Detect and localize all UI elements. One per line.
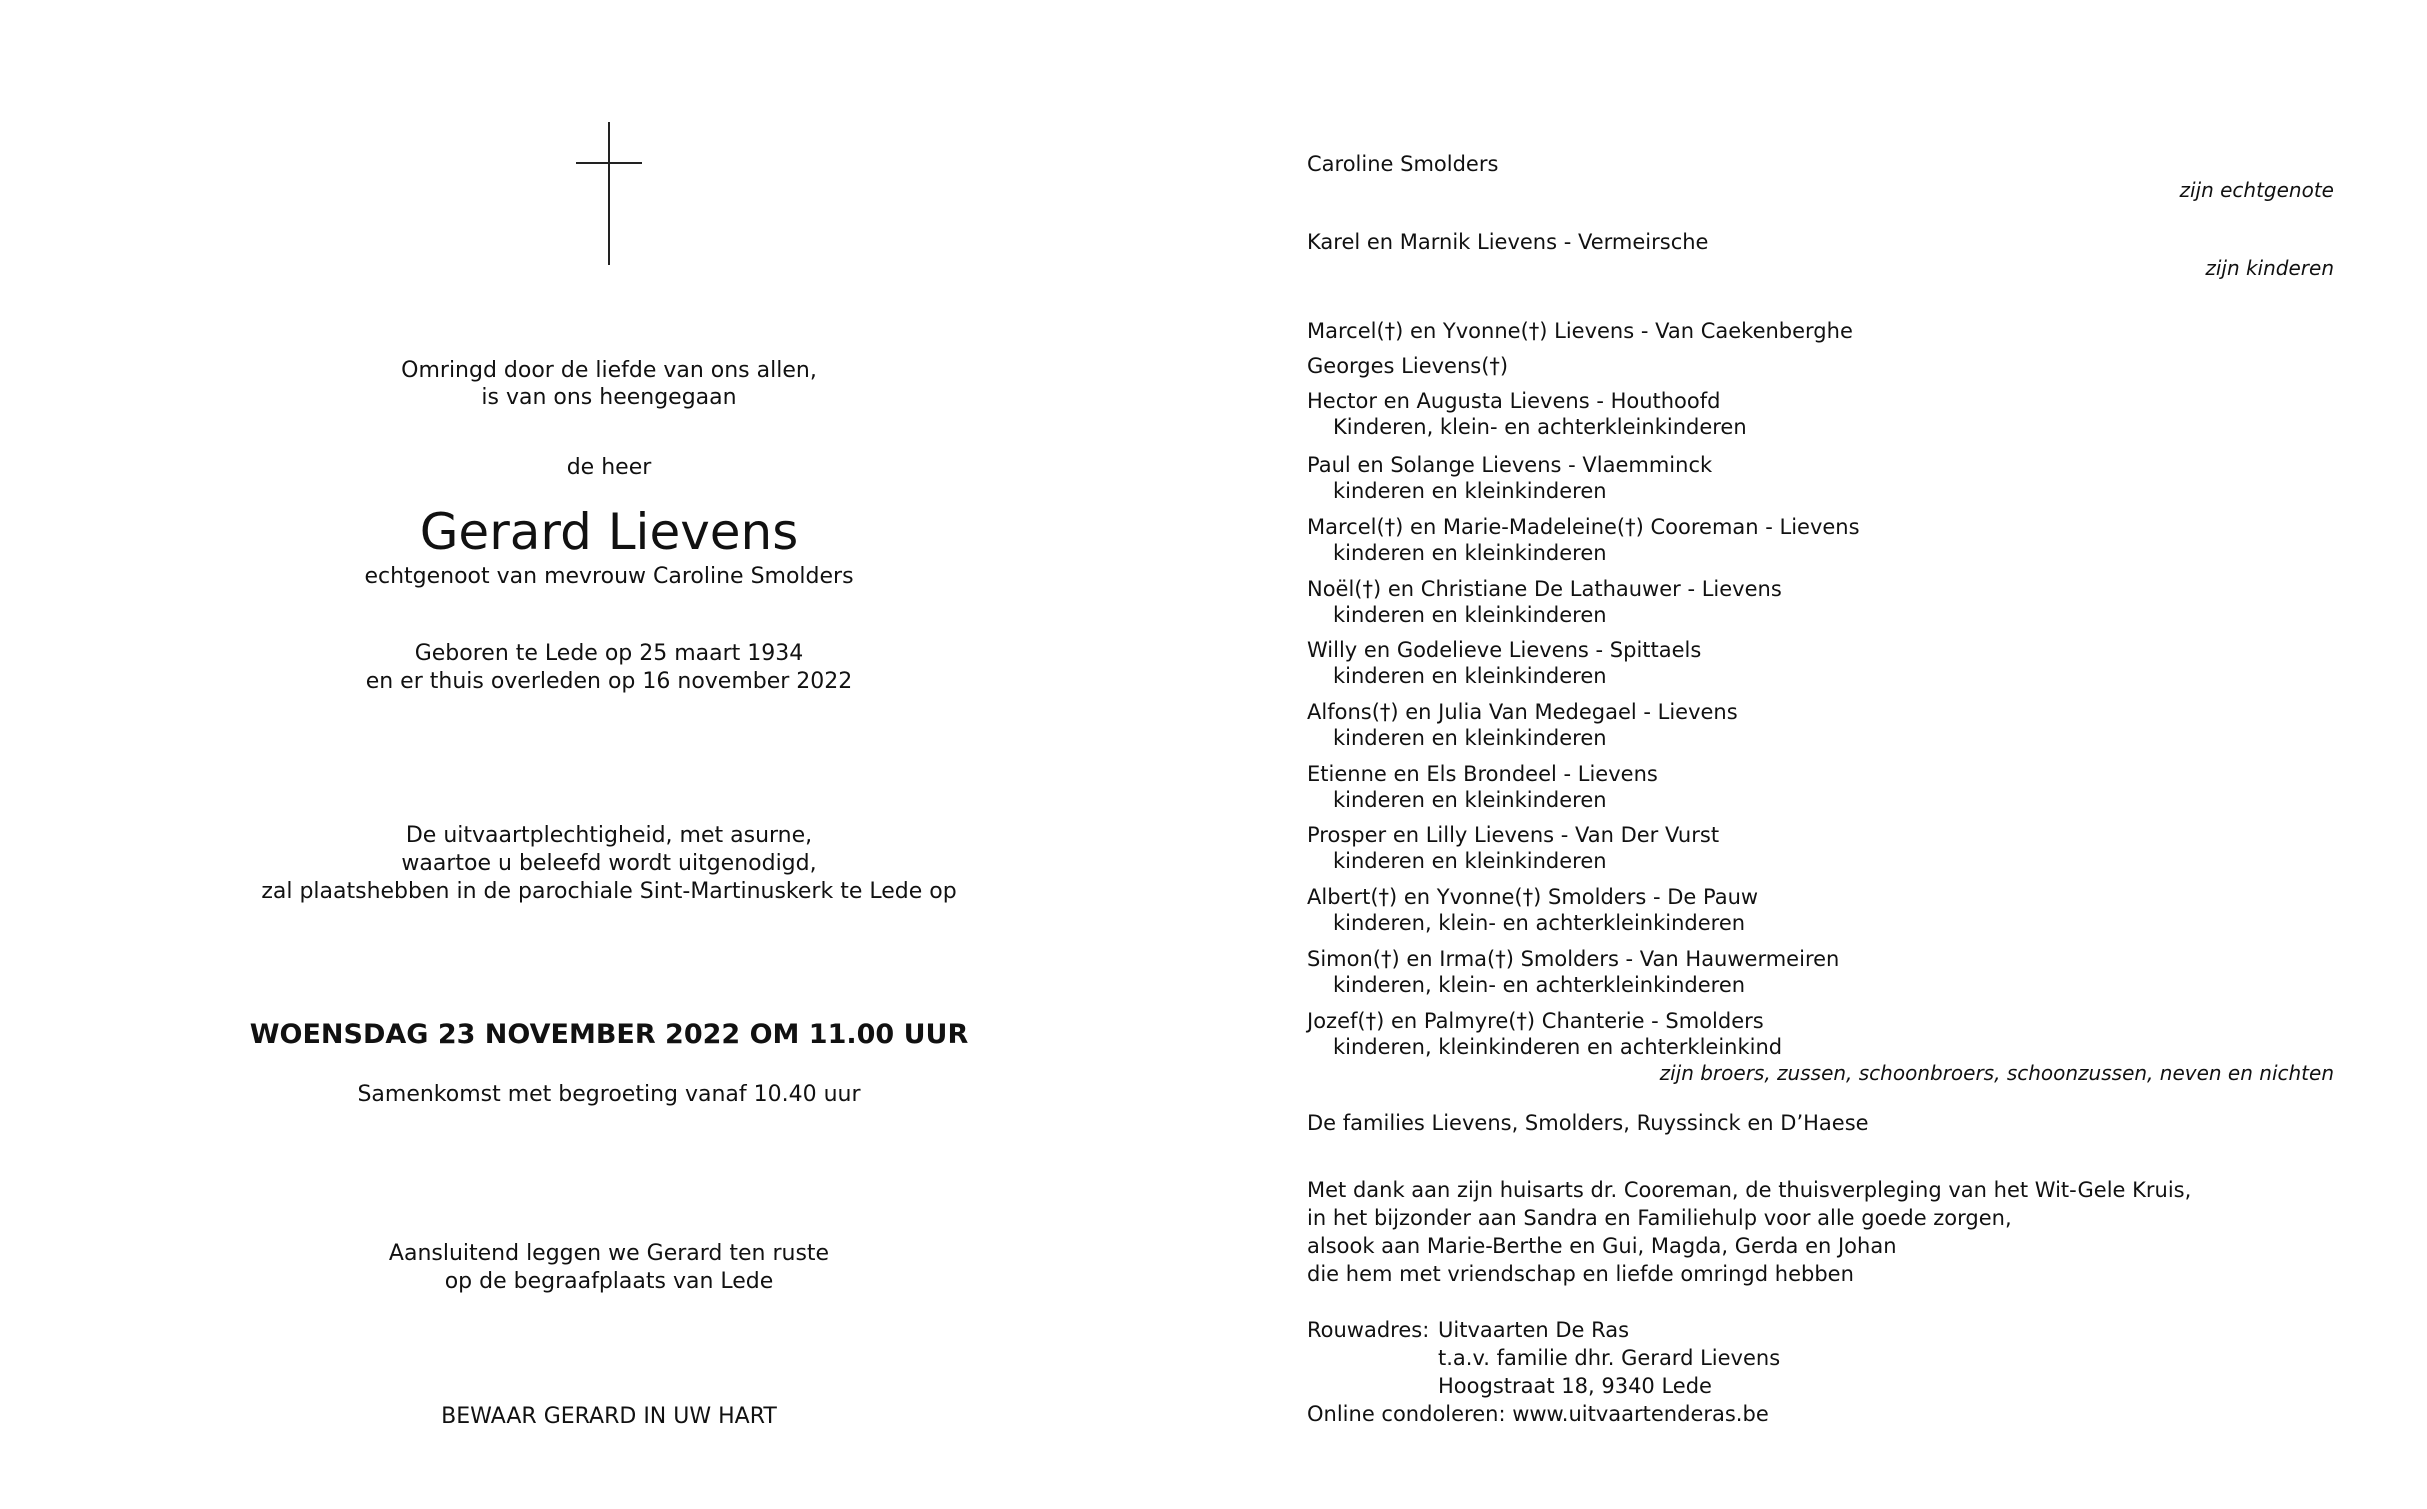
death-line: en er thuis overleden op 16 november 2022 [365,669,853,694]
online-condolences: Online condoleren: www.uitvaartenderas.be [1307,1402,1769,1426]
intro-line-1: Omringd door de liefde van ons allen, [401,358,817,383]
family-subline: kinderen en kleinkinderen [1333,479,1607,503]
family-line: Prosper en Lilly Lievens - Van Der Vurst [1307,823,1720,847]
family-subline: kinderen en kleinkinderen [1333,603,1607,627]
ceremony-line-1: De uitvaartplechtigheid, met asurne, [405,823,813,848]
family-line: Marcel(†) en Yvonne(†) Lievens - Van Caekenberghe [1307,319,1853,343]
family-subline: kinderen en kleinkinderen [1333,726,1607,750]
family-subline: kinderen en kleinkinderen [1333,849,1607,873]
intro-line-2: is van ons heengegaan [481,385,737,410]
family-line: Paul en Solange Lievens - Vlaemminck [1307,453,1713,477]
address-label: Rouwadres: [1307,1318,1430,1342]
gathering-line: Samenkomst met begroeting vanaf 10.40 uur [357,1082,861,1107]
deceased-name: Gerard Lievens [419,503,799,561]
thanks-line-1: Met dank aan zijn huisarts dr. Cooreman, de thuisverpleging van het Wit-Gele Kruis, [1307,1178,2192,1202]
family-subline: kinderen, klein- en achterkleinkinderen [1333,973,1746,997]
family-line: Simon(†) en Irma(†) Smolders - Van Hauwermeiren [1307,947,1840,971]
title-prefix: de heer [566,455,652,480]
family-line: Albert(†) en Yvonne(†) Smolders - De Pauw [1307,885,1759,909]
address-line-2: t.a.v. familie dhr. Gerard Lievens [1438,1346,1781,1370]
ceremony-date-time: WOENSDAG 23 NOVEMBER 2022 OM 11.00 UUR [249,1019,969,1050]
thanks-line-2: in het bijzonder aan Sandra en Familiehulp voor alle goede zorgen, [1307,1206,2012,1230]
family-subline: kinderen en kleinkinderen [1333,664,1607,688]
spouse-role: zijn echtgenote [2179,178,2334,202]
closing-line: BEWAAR GERARD IN UW HART [441,1404,777,1429]
family-subline: Kinderen, klein- en achterkleinkinderen [1333,415,1747,439]
ceremony-line-2: waartoe u beleefd wordt uitgenodigd, [401,851,817,876]
address-line-3: Hoogstraat 18, 9340 Lede [1438,1374,1712,1398]
thanks-line-4: die hem met vriendschap en liefde omringd hebben [1307,1262,1854,1286]
children-role: zijn kinderen [2205,256,2334,280]
family-subline: kinderen en kleinkinderen [1333,541,1607,565]
cross-vertical-bar [608,122,610,265]
family-line: Hector en Augusta Lievens - Houthoofd [1307,389,1721,413]
family-line: Georges Lievens(†) [1307,354,1509,378]
birth-line: Geboren te Lede op 25 maart 1934 [414,641,804,666]
spouse-name: Caroline Smolders [1307,152,1499,176]
thanks-line-3: alsook aan Marie-Berthe en Gui, Magda, Gerda en Johan [1307,1234,1897,1258]
burial-line-1: Aansluitend leggen we Gerard ten ruste [388,1241,830,1266]
family-subline: kinderen, klein- en achterkleinkinderen [1333,911,1746,935]
children-names: Karel en Marnik Lievens - Vermeirsche [1307,230,1709,254]
family-line: Willy en Godelieve Lievens - Spittaels [1307,638,1702,662]
ceremony-line-3: zal plaatshebben in de parochiale Sint-Martinuskerk te Lede op [261,879,957,904]
cross-horizontal-bar [576,162,642,164]
siblings-role: zijn broers, zussen, schoonbroers, schoonzussen, neven en nichten [1659,1061,2334,1085]
spouse-line: echtgenoot van mevrouw Caroline Smolders [364,564,854,589]
family-subline: kinderen, kleinkinderen en achterkleinkind [1333,1035,1783,1059]
families-line: De families Lievens, Smolders, Ruyssinck en D’Haese [1307,1111,1869,1135]
family-subline: kinderen en kleinkinderen [1333,788,1607,812]
family-line: Alfons(†) en Julia Van Medegael - Lievens [1307,700,1738,724]
family-line: Etienne en Els Brondeel - Lievens [1307,762,1658,786]
address-line-1: Uitvaarten De Ras [1438,1318,1630,1342]
family-line: Jozef(†) en Palmyre(†) Chanterie - Smolders [1307,1009,1764,1033]
burial-line-2: op de begraafplaats van Lede [444,1269,774,1294]
family-line: Noël(†) en Christiane De Lathauwer - Lievens [1307,577,1782,601]
family-line: Marcel(†) en Marie-Madeleine(†) Cooreman - Lievens [1307,515,1860,539]
